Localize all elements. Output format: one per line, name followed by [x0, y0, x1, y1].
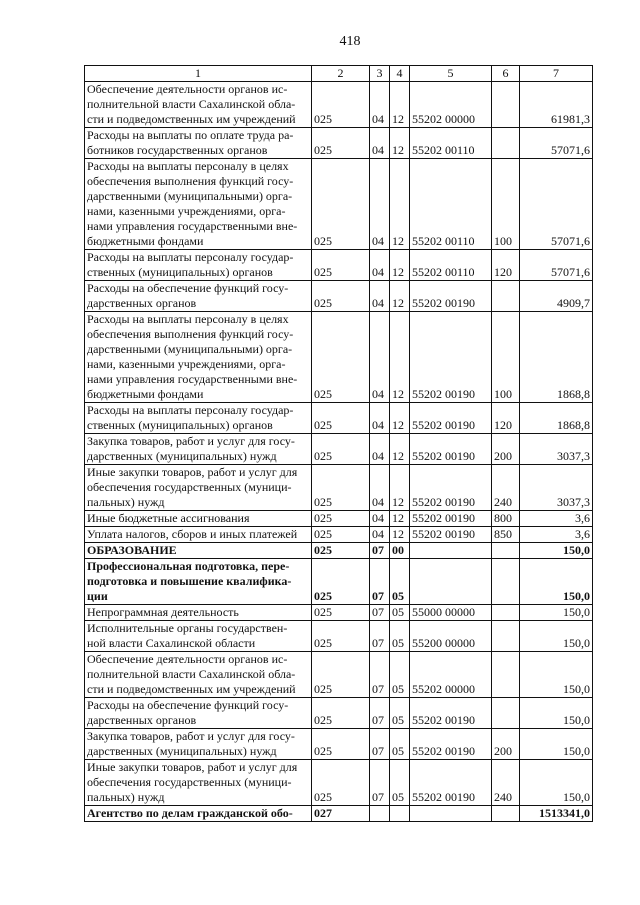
cell-rz: 04: [370, 128, 390, 159]
cell-rz: 07: [370, 698, 390, 729]
header-col-4: 4: [390, 66, 410, 82]
cell-rz: 04: [370, 465, 390, 511]
cell-csr: 55200 00000: [410, 621, 492, 652]
cell-rz: 04: [370, 527, 390, 543]
cell-name: Расходы на выплаты персоналу государ- ственных (муниципальных) органов: [85, 403, 312, 434]
table-row: [85, 511, 593, 527]
cell-vr: [492, 281, 520, 312]
cell-rz: 04: [370, 434, 390, 465]
cell-csr: 55202 00190: [410, 465, 492, 511]
cell-vr: [492, 806, 520, 822]
cell-rz: 07: [370, 729, 390, 760]
cell-pr: [390, 806, 410, 822]
cell-ved: 025: [312, 543, 370, 559]
cell-rz: 07: [370, 543, 390, 559]
cell-pr: 12: [390, 250, 410, 281]
cell-vr: 120: [492, 250, 520, 281]
cell-pr: 00: [390, 543, 410, 559]
table-row: [85, 543, 593, 559]
cell-ved: 025: [312, 760, 370, 806]
cell-pr: 12: [390, 82, 410, 128]
cell-vr: 100: [492, 312, 520, 403]
header-col-1: 1: [85, 66, 312, 82]
cell-csr: 55000 00000: [410, 605, 492, 621]
table-row: [85, 82, 593, 128]
cell-csr: 55202 00000: [410, 652, 492, 698]
cell-ved: 025: [312, 527, 370, 543]
cell-csr: 55202 00190: [410, 434, 492, 465]
cell-rz: 07: [370, 559, 390, 605]
cell-sum: 150,0: [520, 543, 593, 559]
cell-vr: [492, 559, 520, 605]
cell-sum: 150,0: [520, 652, 593, 698]
cell-rz: 04: [370, 82, 390, 128]
header-col-7: 7: [520, 66, 593, 82]
table-row: [85, 159, 593, 250]
cell-name: Исполнительные органы государствен- ной власти Сахалинской области: [85, 621, 312, 652]
cell-sum: 1868,8: [520, 403, 593, 434]
cell-ved: 025: [312, 559, 370, 605]
cell-csr: 55202 00190: [410, 760, 492, 806]
table-row: [85, 760, 593, 806]
table-row: [85, 465, 593, 511]
cell-name: Закупка товаров, работ и услуг для госу- дарственных (муниципальных) нужд: [85, 434, 312, 465]
cell-name: Обеспечение деятельности органов ис- полнительной власти Сахалинской обла- сти и подведомственных им учреждений: [85, 652, 312, 698]
cell-vr: [492, 698, 520, 729]
cell-pr: 12: [390, 434, 410, 465]
cell-pr: 05: [390, 760, 410, 806]
cell-sum: 150,0: [520, 605, 593, 621]
table-row: [85, 621, 593, 652]
table-row: [85, 527, 593, 543]
cell-sum: 150,0: [520, 729, 593, 760]
cell-csr: [410, 559, 492, 605]
cell-csr: 55202 00190: [410, 698, 492, 729]
cell-pr: 05: [390, 652, 410, 698]
table-row: [85, 559, 593, 605]
cell-vr: 100: [492, 159, 520, 250]
cell-rz: 07: [370, 652, 390, 698]
cell-vr: 240: [492, 760, 520, 806]
cell-csr: 55202 00190: [410, 281, 492, 312]
header-col-5: 5: [410, 66, 492, 82]
cell-vr: [492, 605, 520, 621]
cell-pr: 12: [390, 527, 410, 543]
cell-name: Уплата налогов, сборов и иных платежей: [85, 527, 312, 543]
table-row: [85, 806, 593, 822]
cell-vr: 200: [492, 729, 520, 760]
cell-ved: 025: [312, 434, 370, 465]
cell-ved: 025: [312, 698, 370, 729]
cell-csr: [410, 543, 492, 559]
cell-csr: 55202 00190: [410, 403, 492, 434]
cell-rz: 04: [370, 312, 390, 403]
cell-sum: 57071,6: [520, 128, 593, 159]
cell-ved: 025: [312, 312, 370, 403]
table-row: [85, 605, 593, 621]
cell-sum: 150,0: [520, 698, 593, 729]
cell-pr: 12: [390, 403, 410, 434]
cell-vr: 850: [492, 527, 520, 543]
header-row: [85, 66, 593, 82]
cell-vr: [492, 543, 520, 559]
cell-ved: 025: [312, 465, 370, 511]
cell-rz: 04: [370, 159, 390, 250]
cell-sum: 4909,7: [520, 281, 593, 312]
cell-ved: 025: [312, 652, 370, 698]
cell-rz: 04: [370, 403, 390, 434]
cell-sum: 1513341,0: [520, 806, 593, 822]
table-row: [85, 698, 593, 729]
page-number: 418: [339, 34, 361, 49]
cell-ved: 025: [312, 159, 370, 250]
table-row: [85, 250, 593, 281]
cell-sum: 57071,6: [520, 250, 593, 281]
cell-ved: 025: [312, 281, 370, 312]
cell-name: Закупка товаров, работ и услуг для госу- дарственных (муниципальных) нужд: [85, 729, 312, 760]
header-col-3: 3: [370, 66, 390, 82]
cell-vr: 240: [492, 465, 520, 511]
cell-csr: [410, 806, 492, 822]
cell-csr: 55202 00000: [410, 82, 492, 128]
cell-vr: 200: [492, 434, 520, 465]
table-row: [85, 729, 593, 760]
cell-sum: 1868,8: [520, 312, 593, 403]
cell-ved: 025: [312, 729, 370, 760]
cell-sum: 150,0: [520, 760, 593, 806]
table-row: [85, 281, 593, 312]
cell-pr: 12: [390, 281, 410, 312]
cell-rz: [370, 806, 390, 822]
cell-name: Расходы на обеспечение функций госу- дарственных органов: [85, 698, 312, 729]
cell-csr: 55202 00190: [410, 527, 492, 543]
cell-ved: 025: [312, 403, 370, 434]
cell-csr: 55202 00190: [410, 729, 492, 760]
cell-rz: 07: [370, 760, 390, 806]
cell-vr: [492, 128, 520, 159]
cell-pr: 05: [390, 729, 410, 760]
table-row: [85, 434, 593, 465]
cell-vr: 120: [492, 403, 520, 434]
cell-pr: 12: [390, 159, 410, 250]
cell-ved: 025: [312, 511, 370, 527]
cell-sum: 3037,3: [520, 465, 593, 511]
cell-name: Расходы на выплаты персоналу государ- ственных (муниципальных) органов: [85, 250, 312, 281]
cell-sum: 3,6: [520, 511, 593, 527]
cell-rz: 07: [370, 621, 390, 652]
cell-pr: 12: [390, 312, 410, 403]
cell-sum: 150,0: [520, 621, 593, 652]
cell-pr: 05: [390, 605, 410, 621]
cell-name: Расходы на выплаты персоналу в целях обеспечения выполнения функций госу- дарственными (муниципальными) орга- нами, казенными учреждениями, орга- нами управления государственными вне- бюджетными фондами: [85, 312, 312, 403]
table-row: [85, 403, 593, 434]
cell-csr: 55202 00110: [410, 128, 492, 159]
cell-sum: 61981,3: [520, 82, 593, 128]
table-row: [85, 652, 593, 698]
cell-name: Агентство по делам гражданской обо-: [85, 806, 312, 822]
table-row: [85, 312, 593, 403]
cell-name: Иные бюджетные ассигнования: [85, 511, 312, 527]
cell-rz: 04: [370, 250, 390, 281]
header-col-2: 2: [312, 66, 370, 82]
cell-vr: [492, 82, 520, 128]
cell-name: Профессиональная подготовка, пере- подготовка и повышение квалифика- ции: [85, 559, 312, 605]
cell-name: Расходы на выплаты по оплате труда ра- ботников государственных органов: [85, 128, 312, 159]
cell-ved: 025: [312, 621, 370, 652]
cell-sum: 150,0: [520, 559, 593, 605]
cell-csr: 55202 00110: [410, 159, 492, 250]
cell-pr: 12: [390, 511, 410, 527]
cell-name: Расходы на выплаты персоналу в целях обеспечения выполнения функций госу- дарственными (муниципальными) орга- нами, казенными учреждениями, орга- нами управления государственными вне- бюджетными фондами: [85, 159, 312, 250]
cell-vr: [492, 652, 520, 698]
cell-ved: 025: [312, 82, 370, 128]
cell-ved: 025: [312, 250, 370, 281]
cell-csr: 55202 00190: [410, 312, 492, 403]
cell-sum: 3037,3: [520, 434, 593, 465]
cell-pr: 12: [390, 465, 410, 511]
cell-vr: 800: [492, 511, 520, 527]
cell-name: Иные закупки товаров, работ и услуг для обеспечения государственных (муници- пальных) нужд: [85, 760, 312, 806]
cell-name: Расходы на обеспечение функций госу- дарственных органов: [85, 281, 312, 312]
cell-name: Непрограммная деятельность: [85, 605, 312, 621]
cell-csr: 55202 00110: [410, 250, 492, 281]
cell-rz: 04: [370, 281, 390, 312]
cell-pr: 05: [390, 621, 410, 652]
cell-pr: 05: [390, 698, 410, 729]
cell-name: Обеспечение деятельности органов ис- полнительной власти Сахалинской обла- сти и подведомственных им учреждений: [85, 82, 312, 128]
cell-ved: 025: [312, 128, 370, 159]
cell-pr: 05: [390, 559, 410, 605]
table-body: [85, 82, 593, 822]
cell-ved: 027: [312, 806, 370, 822]
cell-csr: 55202 00190: [410, 511, 492, 527]
cell-rz: 04: [370, 511, 390, 527]
cell-name: Иные закупки товаров, работ и услуг для обеспечения государственных (муници- пальных) нужд: [85, 465, 312, 511]
header-col-6: 6: [492, 66, 520, 82]
cell-pr: 12: [390, 128, 410, 159]
cell-sum: 3,6: [520, 527, 593, 543]
budget-table: [84, 65, 593, 822]
cell-name: ОБРАЗОВАНИЕ: [85, 543, 312, 559]
cell-ved: 025: [312, 605, 370, 621]
cell-rz: 07: [370, 605, 390, 621]
table-row: [85, 128, 593, 159]
cell-vr: [492, 621, 520, 652]
cell-sum: 57071,6: [520, 159, 593, 250]
